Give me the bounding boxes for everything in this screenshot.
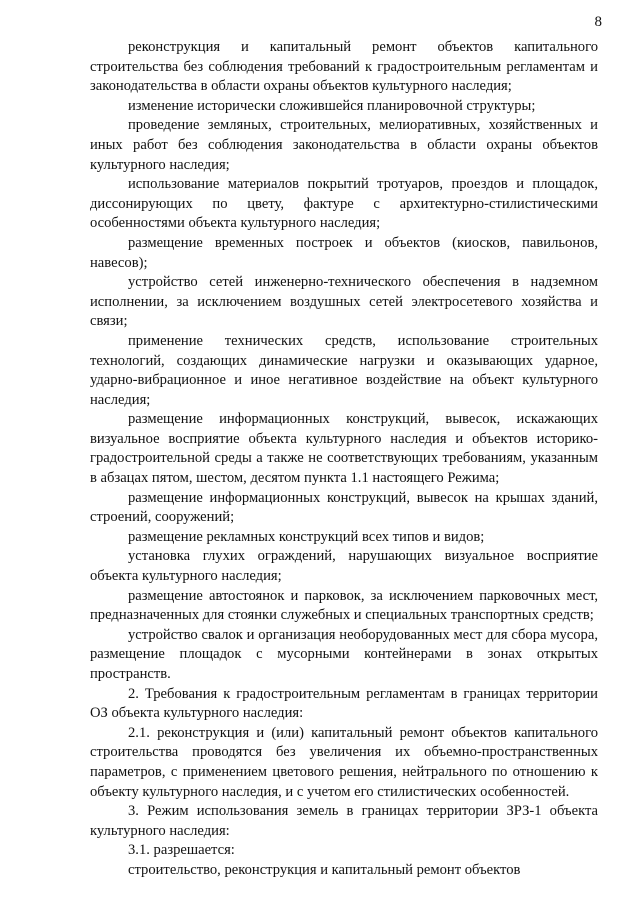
paragraph: изменение исторически сложившейся планировочной структуры; bbox=[128, 97, 536, 114]
paragraph: размещение автостоянок и парковок, за исключением парковочных мест, предназначенных для стоянки служебных и специальных транспортных средств; bbox=[90, 587, 598, 624]
paragraph: применение технических средств, использование строительных технологий, создающих динамические нагрузки и оказывающих ударное, ударно-вибрационное и иное негативное воздействие на объект культурного наследия; bbox=[90, 332, 598, 408]
section-heading: 3. Режим использования земель в границах территории ЗРЗ-1 объекта культурного наследия: bbox=[90, 803, 598, 839]
paragraph: размещение рекламных конструкций всех типов и видов; bbox=[128, 528, 485, 545]
paragraph: 2.1. реконструкция и (или) капитальный ремонт объектов капитального строительства проводятся без увеличения их объемно-пространственных параметров, с применением цветового решения, нейтрального по отношению к объекту культурного наследия, и с учетом его стилистических особенностей. bbox=[90, 724, 598, 800]
paragraph: размещение информационных конструкций, вывесок на крышах зданий, строений, сооружений; bbox=[90, 489, 598, 526]
paragraph: проведение земляных, строительных, мелиоративных, хозяйственных и иных работ без соблюдения законодательства в области охраны объектов культурного наследия; bbox=[90, 117, 598, 173]
paragraph: размещение информационных конструкций, вывесок, искажающих визуальное восприятие объекта культурного наследия и объектов историко-градостроительной среды а также не соответствующих требованиям, указанным в абзацах пятом, шестом, десятом пункта 1.1 настоящего Режима; bbox=[90, 411, 598, 487]
section-heading: 2. Требования к градостроительным регламентам в границах территории ОЗ объекта культурного наследия: bbox=[90, 685, 598, 722]
document-body bbox=[90, 38, 598, 881]
paragraph: установка глухих ограждений, нарушающих визуальное восприятие объекта культурного наследия; bbox=[90, 548, 598, 585]
paragraph: устройство свалок и организация необорудованных мест для сбора мусора, размещение площадок с мусорными контейнерами в зонах открытых пространств. bbox=[90, 626, 598, 682]
paragraph: размещение временных построек и объектов (киосков, павильонов, навесов); bbox=[90, 234, 598, 271]
page-number: 8 bbox=[594, 14, 602, 30]
paragraph: строительство, реконструкция и капитальный ремонт объектов bbox=[128, 861, 521, 878]
paragraph: устройство сетей инженерно-технического обеспечения в надземном исполнении, за исключением воздушных сетей электросетевого хозяйства и связи; bbox=[90, 274, 598, 330]
paragraph: реконструкция и капитальный ремонт объектов капитального строительства без соблюдения требований к градостроительным регламентам и законодательства в области охраны объектов культурного наследия; bbox=[90, 39, 598, 95]
paragraph: использование материалов покрытий тротуаров, проездов и площадок, диссонирующих по цвету, фактуре с архитектурно-стилистическими особенностями объекта культурного наследия; bbox=[90, 176, 598, 232]
paragraph: 3.1. разрешается: bbox=[128, 842, 235, 859]
